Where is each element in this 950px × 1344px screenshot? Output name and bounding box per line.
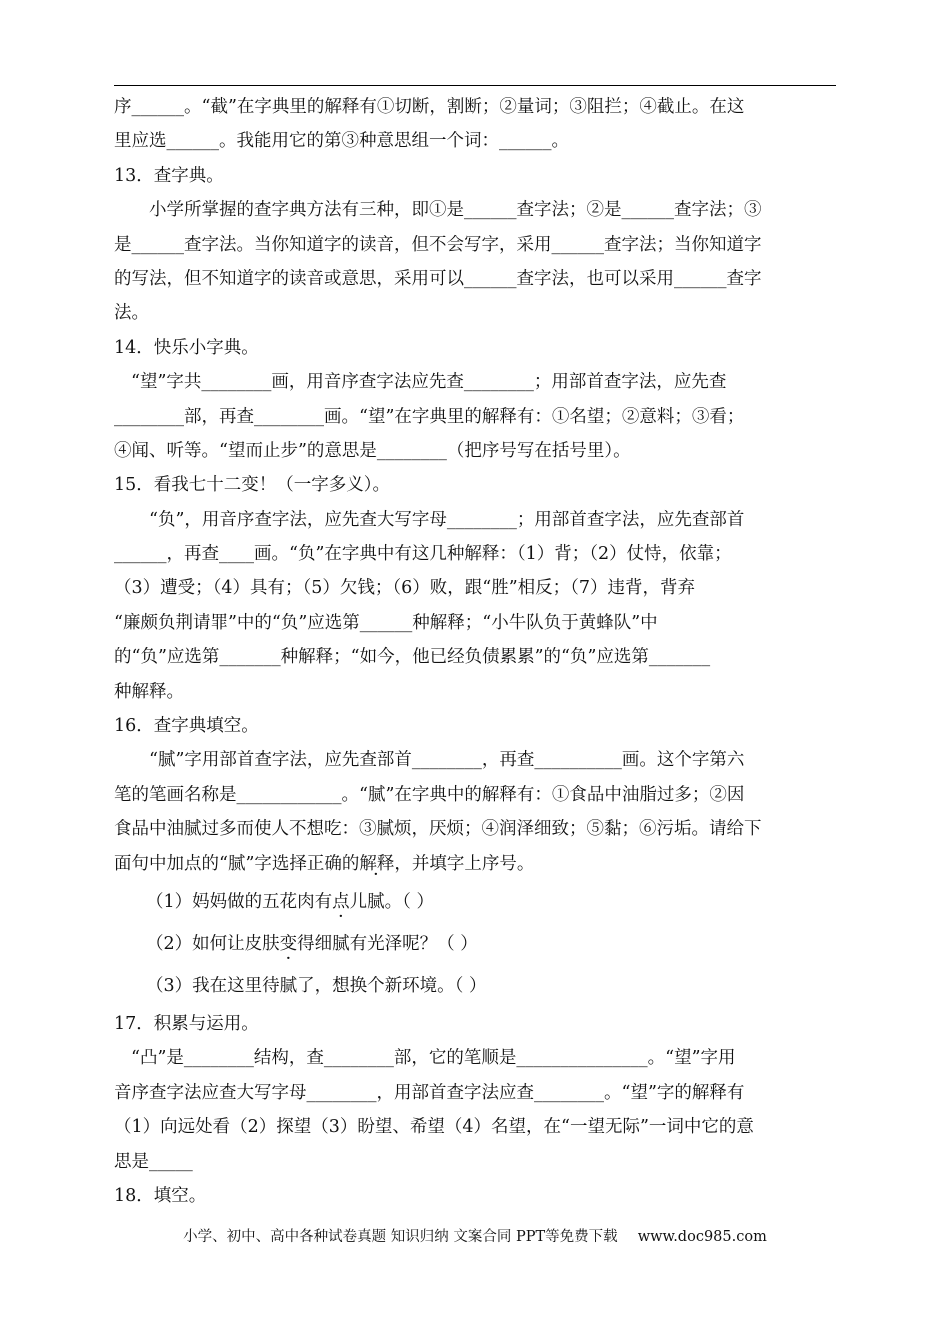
emphasis-char: 腻 xyxy=(279,975,298,996)
sub-question-3 xyxy=(114,965,826,1007)
text-line: 食品中油腻过多而使人不想吃：③腻烦，厌烦；④润泽细致；⑤黏；⑥污垢。请给下 xyxy=(114,819,762,840)
answer-parentheses[interactable]: 了，想换个新环境。（ ） xyxy=(297,975,487,996)
text-line: 思是_____ xyxy=(114,1151,193,1172)
text-line: “腻”字用部首查字法，应先查部首________，再查__________画。这个字第六 xyxy=(149,750,745,771)
header-rule xyxy=(114,85,836,86)
text-line: ④闻、听等。“望而止步”的意思是________（把序号写在括号里）。 xyxy=(114,440,631,461)
text-line: “廉颇负荆请罪”中的“负”应选第______种解释；“小牛队负于黄蜂队”中 xyxy=(114,612,658,633)
emphasis-char: 腻 xyxy=(332,933,350,954)
text-line: ________部，再查________画。“望”在字典里的解释有：①名望；②意料；③看； xyxy=(114,406,745,427)
footer-url[interactable]: www.doc985.com xyxy=(637,1229,767,1245)
sub-question-2 xyxy=(114,923,826,965)
text-line: 里应选______。我能用它的第③种意思组一个词：______。 xyxy=(114,131,569,152)
text-line: “望”字共________画，用音序查字法应先查________；用部首查字法，应先查 xyxy=(131,372,727,393)
document-body xyxy=(114,90,826,1213)
text-line: 种解释。 xyxy=(114,681,184,702)
question-14-title: 14．快乐小字典。 xyxy=(114,337,259,358)
text-line: 面句中加点的“腻”字选择正确的解释，并填字上序号。 xyxy=(114,853,535,874)
text-line: ______，再查____画。“负”在字典中有这几种解释：（1）背；（2）仗恃，依靠； xyxy=(114,544,732,565)
text-line: 法。 xyxy=(114,303,149,324)
text-line: 的“负”应选第_______种解释；“如今，他已经负债累累”的“负”应选第_______ xyxy=(114,647,711,668)
question-16-title: 16．查字典填空。 xyxy=(114,716,259,737)
text-line: 音序查字法应查大写字母________，用部首查字法应查________。“望”字的解释有 xyxy=(114,1082,745,1103)
text-line: 笔的笔画名称是____________。“腻”在字典中的解释有：①食品中油脂过多；②因 xyxy=(114,784,745,805)
text-line: 序______。“截”在字典里的解释有①切断，割断；②量词；③阻拦；④截止。在这 xyxy=(114,97,745,117)
sub-question-text: （2）如何让皮肤变得细 xyxy=(146,933,333,954)
question-17-title: 17．积累与运用。 xyxy=(114,1013,259,1034)
text-line: “负”，用音序查字法，应先查大写字母________；用部首查字法，应先查部首 xyxy=(149,509,745,530)
text-line: （3）遭受；（4）具有；（5）欠钱；（6）败，跟“胜”相反；（7）违背，背弃 xyxy=(114,578,696,599)
answer-parentheses[interactable]: 有光泽呢？（ ） xyxy=(349,933,478,954)
text-line: 的写法，但不知道字的读音或意思，采用可以______查字法，也可以采用______查字 xyxy=(114,268,762,289)
text-line: 小学所掌握的查字典方法有三种，即①是______查字法；②是______查字法；③ xyxy=(149,200,762,221)
emphasis-char: 腻 xyxy=(367,891,385,912)
text-line: “凸”是________结构，查________部，它的笔顺是_______________。“望”字用 xyxy=(131,1048,736,1069)
question-18-title: 18．填空。 xyxy=(114,1185,207,1206)
text-line: 是______查字法。当你知道字的读音，但不会写字，采用______查字法；当你知道字 xyxy=(114,234,762,255)
footer-text: 小学、初中、高中各种试卷真题 知识归纳 文案合同 PPT等免费下载 xyxy=(183,1229,618,1245)
sub-question-text: （1）妈妈做的五花肉有点儿 xyxy=(146,891,368,912)
sub-question-1 xyxy=(114,881,826,923)
question-15-title: 15．看我七十二变！（一字多义）。 xyxy=(114,475,391,496)
answer-parentheses[interactable]: 。（ ） xyxy=(384,891,434,912)
question-13-title: 13．查字典。 xyxy=(114,165,224,186)
sub-question-text: （3）我在这里待 xyxy=(146,975,280,996)
text-line: （1）向远处看（2）探望（3）盼望、希望（4）名望，在“一望无际”一词中它的意 xyxy=(114,1117,754,1138)
page-footer xyxy=(0,1226,950,1248)
